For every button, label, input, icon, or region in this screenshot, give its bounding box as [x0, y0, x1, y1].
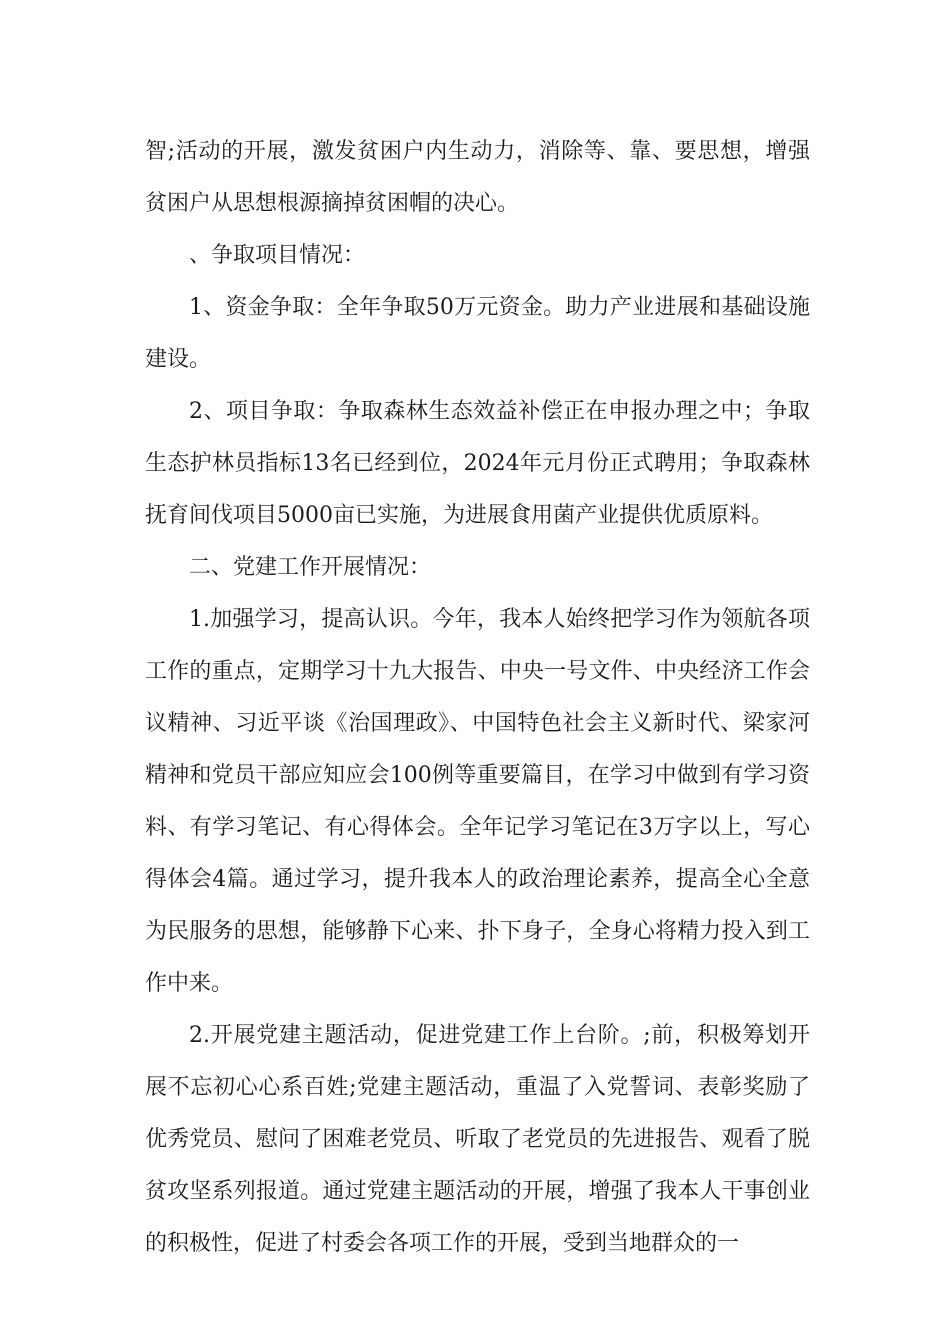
document-body: [145, 126, 810, 1270]
heading-party-building: 二、党建工作开展情况：: [189, 555, 432, 580]
paragraph-intro-continuation: 智;活动的开展，激发贫困户内生动力，消除等、靠、要思想，增强贫困户从思想根源摘掉贫困帽的决心。: [145, 139, 810, 216]
paragraph-funding: 1、资金争取：全年争取50万元资金。助力产业进展和基础设施建设。: [145, 295, 810, 372]
paragraph-study: 1.加强学习，提高认识。今年，我本人始终把学习作为领航各项工作的重点，定期学习十九大报告、中央一号文件、中央经济工作会议精神、习近平谈《治国理政》、中国特色社会主义新时代、梁家河精神和党员干部应知应会100例等重要篇目，在学习中做到有学习资料、有学习笔记、有心得体会。全年记学习笔记在3万字以上，写心得体会4篇。通过学习，提升我本人的政治理论素养，提高全心全意为民服务的思想，能够静下心来、扑下身子，全身心将精力投入到工作中来。: [145, 607, 810, 996]
paragraph-projects: 2、项目争取：争取森林生态效益补偿正在申报办理之中；争取生态护林员指标13名已经到位，2024年元月份正式聘用；争取森林抚育间伐项目5000亩已实施，为进展食用菌产业提供优质原料。: [145, 399, 811, 528]
heading-project-acquisition: 、争取项目情况：: [189, 243, 366, 268]
paragraph-theme-activities: 2.开展党建主题活动，促进党建工作上台阶。;前，积极筹划开展不忘初心心系百姓;党建主题活动，重温了入党誓词、表彰奖励了优秀党员、慰问了困难老党员、听取了老党员的先进报告、观看了脱贫攻坚系列报道。通过党建主题活动的开展，增强了我本人干事创业的积极性，促进了村委会各项工作的开展，受到当地群众的一: [145, 1023, 810, 1256]
